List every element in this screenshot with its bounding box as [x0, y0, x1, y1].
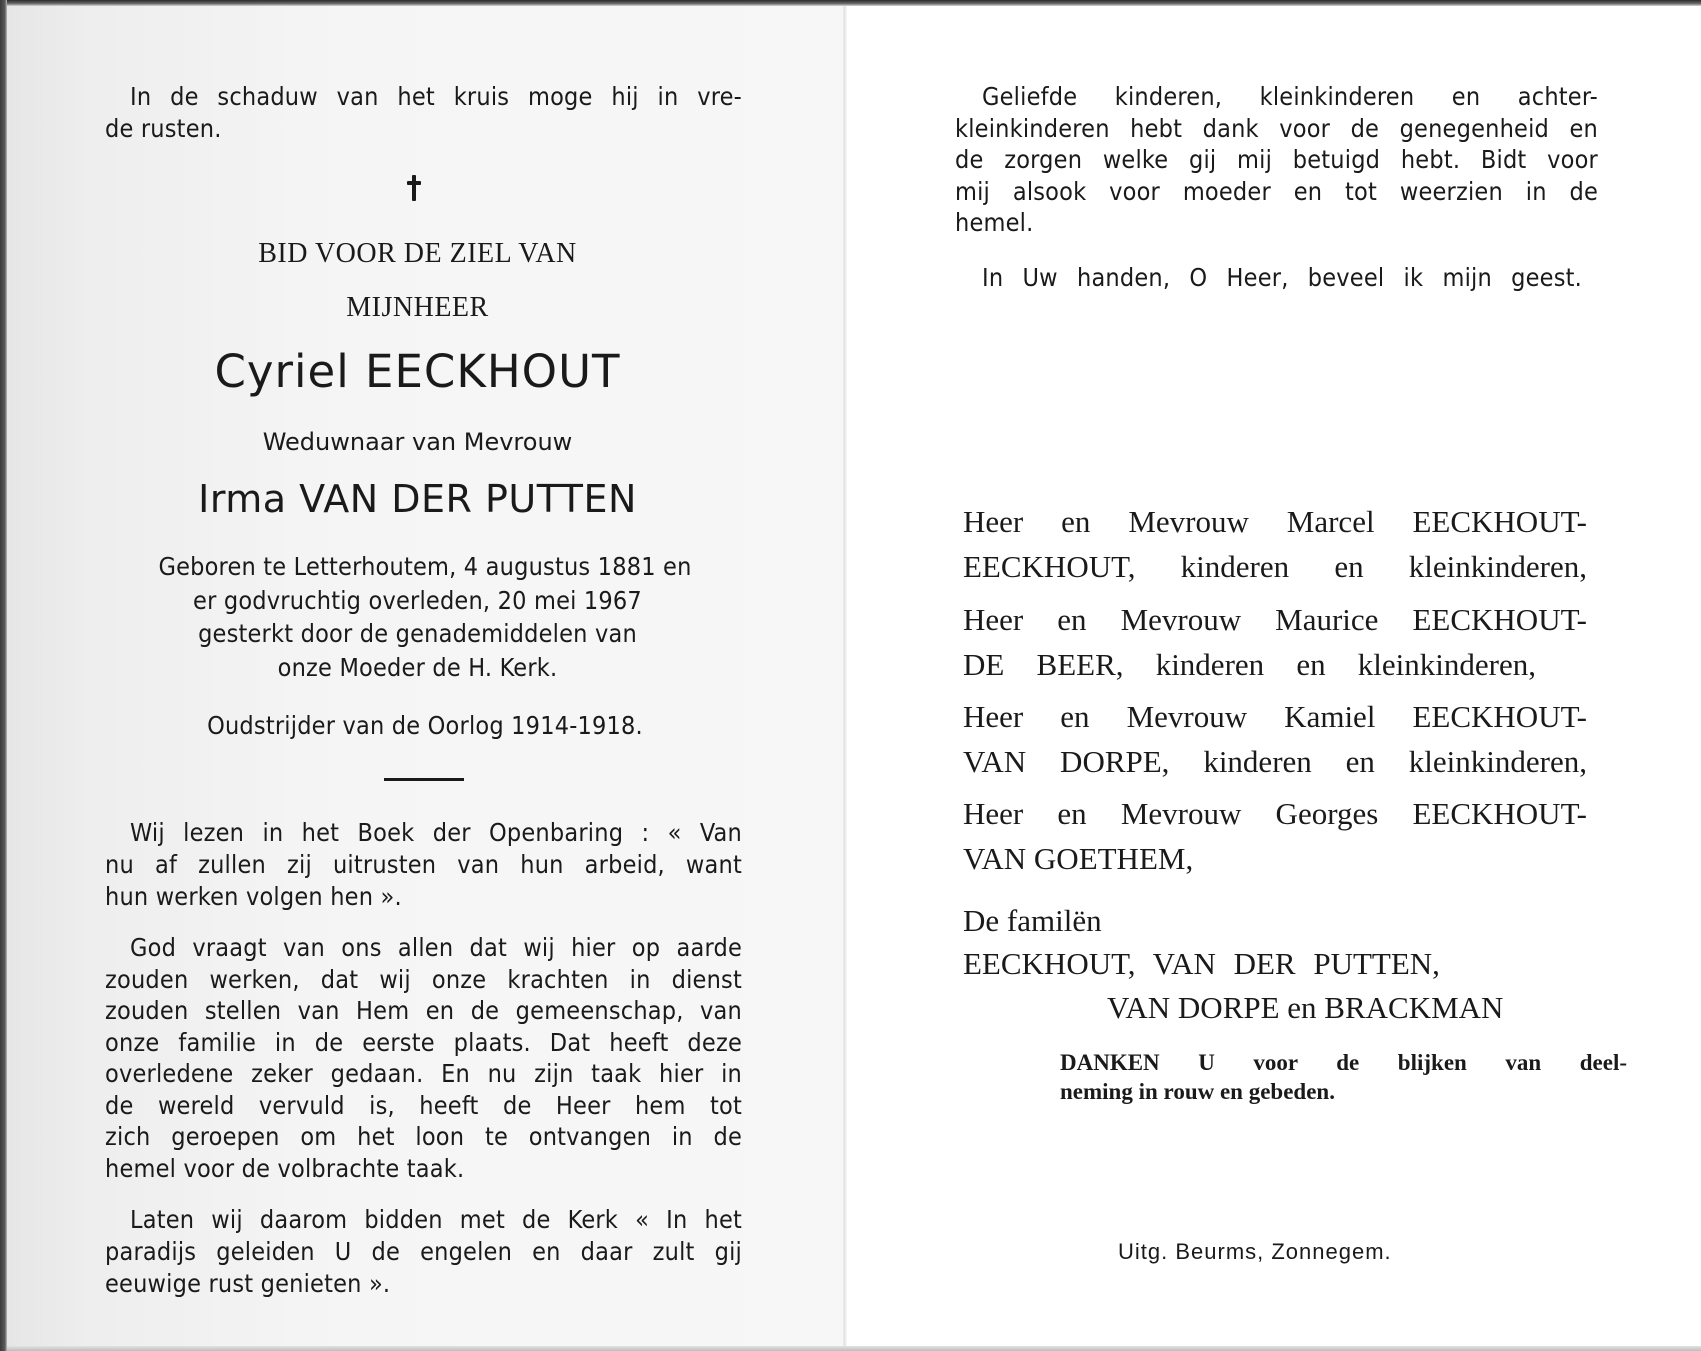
paragraph-line: eeuwige rust genieten ». — [105, 1269, 391, 1298]
families-heading: De familën — [963, 903, 1102, 938]
deceased-name: Cyriel EECKHOUT — [214, 345, 621, 398]
families-line: EECKHOUT, VAN DER PUTTEN, — [963, 946, 1440, 981]
paragraph-line: hemel. — [955, 208, 1034, 237]
paragraph-line: de zorgen welke gij mij betuigd hebt. Bidt voor — [955, 145, 1598, 174]
paragraph-line: God vraagt van ons allen dat wij hier op aarde — [130, 933, 742, 962]
family-line: Heer en Mevrouw Maurice EECKHOUT- — [963, 602, 1587, 637]
section-divider — [384, 778, 464, 781]
paragraph-line: overledene zeker gedaan. En nu zijn taak hier in — [105, 1059, 742, 1088]
opening-line: de rusten. — [105, 114, 222, 143]
paragraph-line: mij alsook voor moeder en tot weerzien in de — [955, 177, 1598, 206]
printer-imprint: Uitg. Beurms, Zonnegem. — [1118, 1239, 1392, 1264]
final-words: In Uw handen, O Heer, beveel ik mijn geest. — [982, 263, 1582, 292]
family-line: VAN GOETHEM, — [963, 841, 1194, 876]
family-line: DE BEER, kinderen en kleinkinderen, — [963, 647, 1536, 682]
family-line: Heer en Mevrouw Georges EECKHOUT- — [963, 796, 1587, 831]
scan-edge-left — [0, 0, 7, 1351]
thanks-line: neming in rouw en gebeden. — [1060, 1079, 1335, 1104]
veteran-line: Oudstrijder van de Oorlog 1914-1918. — [207, 711, 643, 740]
paragraph-line: de wereld vervuld is, heeft de Heer hem tot — [105, 1091, 742, 1120]
scan-edge-bottom — [7, 1346, 1701, 1351]
latin-cross-icon — [407, 175, 421, 201]
paragraph-line: Geliefde kinderen, kleinkinderen en achter- — [982, 82, 1598, 111]
thanks-line: DANKEN U voor de blijken van deel- — [1060, 1050, 1627, 1075]
prayer-heading: BID VOOR DE ZIEL VAN — [258, 238, 577, 269]
biography-line: Geboren te Letterhoutem, 4 augustus 1881 en — [158, 552, 692, 581]
paragraph-line: Wij lezen in het Boek der Openbaring : « Van — [130, 818, 742, 847]
paragraph-line: hemel voor de volbrachte taak. — [105, 1154, 465, 1183]
widower-line: Weduwnaar van Mevrouw — [262, 428, 573, 456]
paragraph-line: hun werken volgen hen ». — [105, 882, 402, 911]
biography-line: gesterkt door de genademiddelen van — [198, 619, 637, 648]
paragraph-line: kleinkinderen hebt dank voor de genegenheid en — [955, 114, 1598, 143]
opening-line: In de schaduw van het kruis moge hij in vre- — [130, 82, 742, 111]
paragraph-line: zouden stellen van Hem en de gemeenschap, van — [105, 996, 742, 1025]
paragraph-line: Laten wij daarom bidden met de Kerk « In het — [130, 1205, 742, 1234]
families-line: VAN DORPE en BRACKMAN — [1107, 990, 1504, 1025]
family-line: Heer en Mevrouw Kamiel EECKHOUT- — [963, 699, 1587, 734]
family-line: Heer en Mevrouw Marcel EECKHOUT- — [963, 504, 1587, 539]
paragraph-line: paradijs geleiden U de engelen en daar zult gij — [105, 1237, 742, 1266]
spouse-name: Irma VAN DER PUTTEN — [198, 477, 637, 521]
paragraph-line: zouden werken, dat wij onze krachten in dienst — [105, 965, 742, 994]
family-line: VAN DORPE, kinderen en kleinkinderen, — [963, 744, 1587, 779]
card-fold — [843, 6, 847, 1351]
biography-line: er godvruchtig overleden, 20 mei 1967 — [193, 586, 642, 615]
family-line: EECKHOUT, kinderen en kleinkinderen, — [963, 549, 1587, 584]
biography-line: onze Moeder de H. Kerk. — [277, 653, 558, 682]
paragraph-line: nu af zullen zij uitrusten van hun arbeid, want — [105, 850, 742, 879]
paragraph-line: zich geroepen om het loon te ontvangen in de — [105, 1122, 742, 1151]
honorific-title: MIJNHEER — [346, 292, 489, 323]
paragraph-line: onze familie in de eerste plaats. Dat heeft deze — [105, 1028, 742, 1057]
